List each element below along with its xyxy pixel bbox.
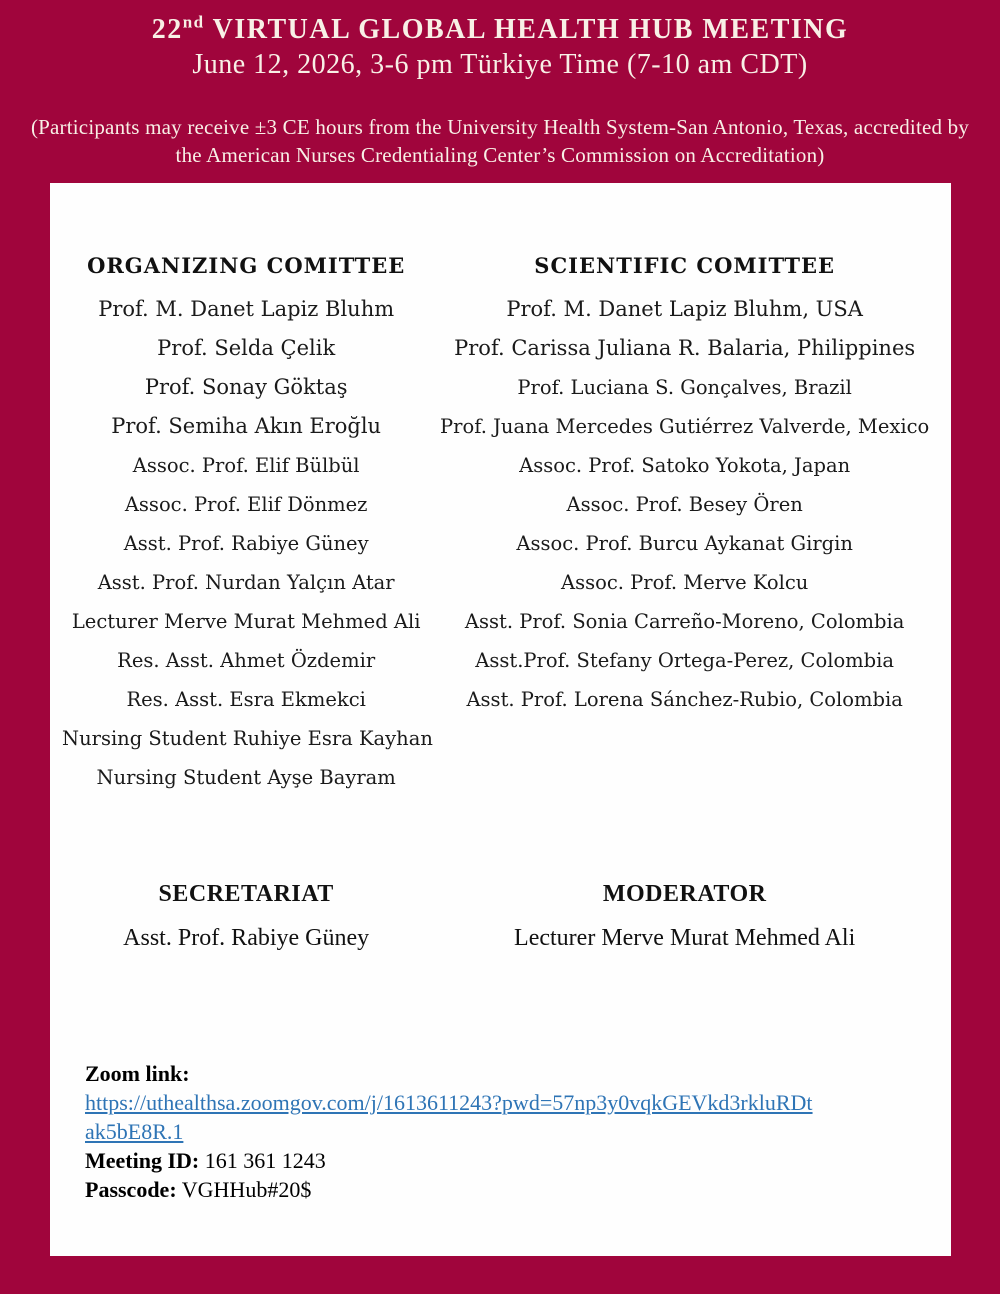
committee-member: Prof. Semiha Akın Eroğlu [111, 414, 382, 438]
committee-member: Prof. M. Danet Lapiz Bluhm, USA [506, 297, 863, 321]
committee-member: Prof. M. Danet Lapiz Bluhm [98, 297, 395, 321]
committee-member: Asst. Prof. Nurdan Yalçın Atar [97, 571, 395, 594]
moderator-name: Lecturer Merve Murat Mehmed Ali [514, 925, 856, 951]
zoom-info [85, 1059, 965, 1204]
committee-member: Nursing Student Ruhiye Esra Kayhan [62, 727, 433, 750]
meeting-datetime: June 12, 2026, 3-6 pm Türkiye Time (7-10 am CDT) [192, 49, 808, 80]
committee-member: Res. Asst. Esra Ekmekci [126, 688, 366, 711]
moderator-section [430, 881, 939, 952]
committee-member: Assoc. Prof. Besey Ören [566, 493, 803, 516]
zoom-meeting-link-line2: ak5bE8R.1 [85, 1119, 184, 1144]
zoom-link-label: Zoom link: [85, 1061, 190, 1086]
moderator-heading: MODERATOR [602, 881, 767, 907]
roles-row [50, 881, 951, 952]
committee-member: Assoc. Prof. Elif Bülbül [132, 454, 360, 477]
secretariat-section [62, 881, 430, 952]
meeting-title-text: VIRTUAL GLOBAL HEALTH HUB MEETING [204, 14, 849, 45]
ce-credit-note: (Participants may receive ±3 CE hours from the University Health System-San Antonio, Texas, accredited by the American Nurses Credentialing Center’s Commission on Accreditation) [30, 115, 970, 167]
zoom-meeting-link-line1: https://uthealthsa.zoomgov.com/j/1613611243?pwd=57np3y0vqkGEVkd3rkluRDt [85, 1090, 813, 1115]
committee-member: Asst.Prof. Stefany Ortega-Perez, Colombia [475, 649, 895, 672]
scientific-committee-section [430, 253, 939, 797]
committee-member: Prof. Juana Mercedes Gutiérrez Valverde, Mexico [440, 415, 930, 438]
scientific-committee-heading: SCIENTIFIC COMITTEE [534, 253, 836, 278]
passcode-label: Passcode: [85, 1177, 177, 1202]
zoom-meeting-link[interactable] [85, 1088, 965, 1146]
passcode-row [85, 1175, 965, 1204]
meeting-id-label: Meeting ID: [85, 1148, 200, 1173]
meeting-id-row [85, 1146, 965, 1175]
committee-member: Lecturer Merve Murat Mehmed Ali [71, 610, 421, 633]
scientific-committee-list [430, 290, 939, 719]
committee-member: Res. Asst. Ahmet Özdemir [117, 649, 376, 672]
content-panel [50, 183, 951, 1256]
committee-member: Asst. Prof. Rabiye Güney [123, 532, 369, 555]
header [0, 0, 1000, 169]
organizing-committee-heading: ORGANIZING COMITTEE [87, 253, 406, 278]
committee-member: Prof. Luciana S. Gonçalves, Brazil [517, 376, 852, 399]
passcode-value: VGHHub#20$ [181, 1177, 312, 1202]
committee-member: Prof. Carissa Juliana R. Balaria, Philippines [454, 336, 916, 360]
committee-member: Assoc. Prof. Burcu Aykanat Girgin [516, 532, 853, 555]
meeting-title [0, 12, 1000, 48]
committees-row [50, 253, 951, 797]
meeting-title-number: 22 [151, 14, 183, 45]
committee-member: Assoc. Prof. Merve Kolcu [560, 571, 809, 594]
committee-member: Assoc. Prof. Elif Dönmez [124, 493, 368, 516]
meeting-title-ordinal: nd [182, 12, 205, 32]
organizing-committee-list [62, 290, 433, 797]
meeting-id-value: 161 361 1243 [204, 1148, 326, 1173]
committee-member: Asst. Prof. Lorena Sánchez-Rubio, Colombia [466, 688, 903, 711]
committee-member: Prof. Sonay Göktaş [144, 375, 348, 399]
secretariat-name: Asst. Prof. Rabiye Güney [123, 925, 370, 951]
organizing-committee-section [62, 253, 433, 797]
committee-member: Asst. Prof. Sonia Carreño-Moreno, Colombia [464, 610, 905, 633]
secretariat-heading: SECRETARIAT [158, 881, 334, 907]
committee-member: Nursing Student Ayşe Bayram [96, 766, 396, 789]
committee-member: Prof. Selda Çelik [157, 336, 336, 360]
committee-member: Assoc. Prof. Satoko Yokota, Japan [519, 454, 851, 477]
